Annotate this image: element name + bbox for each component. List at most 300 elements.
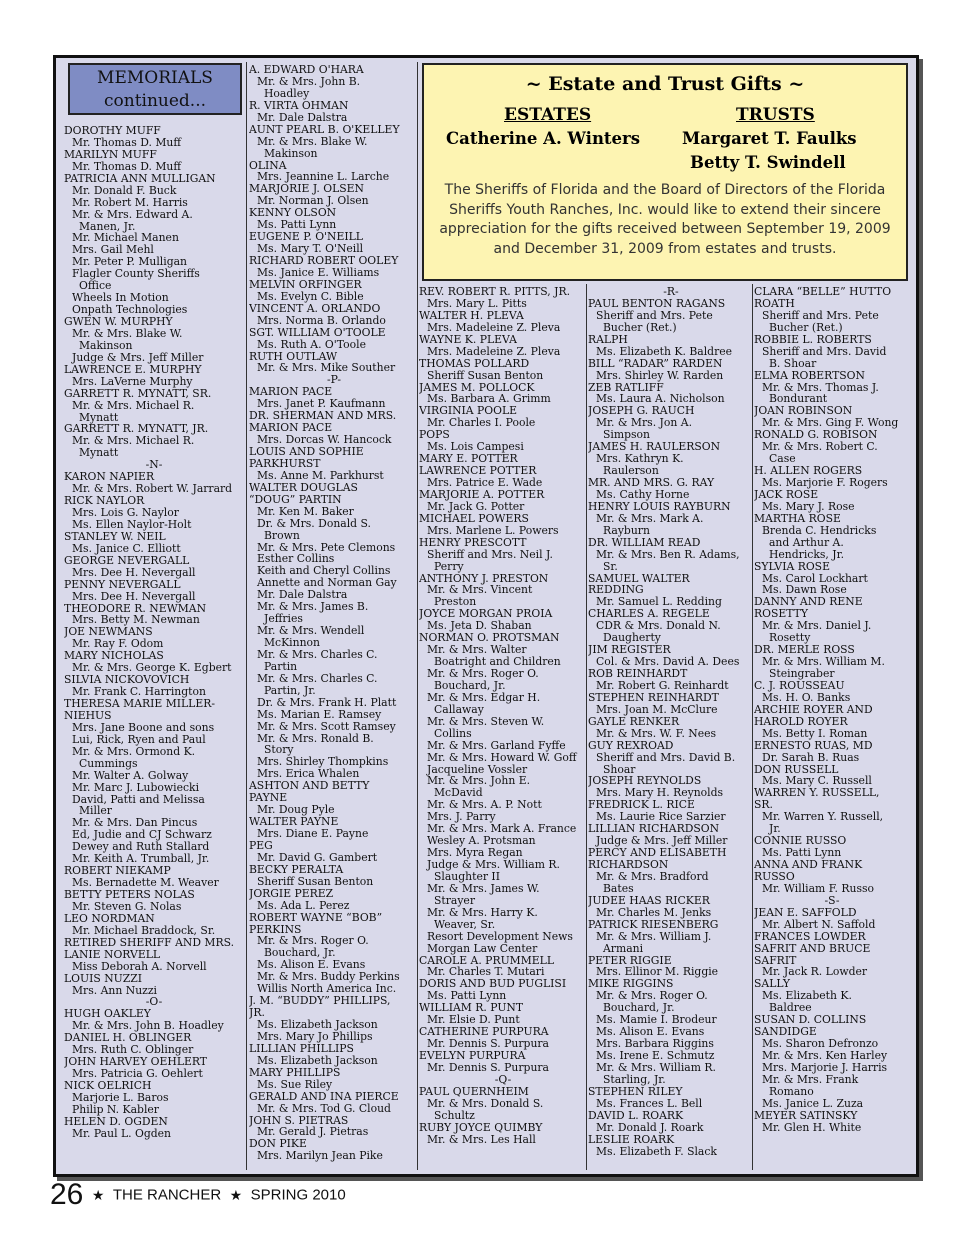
memorial-honoree: DAVID L. ROARK [588,1108,684,1122]
memorial-honoree: JOHN S. PIETRAS [249,1113,349,1127]
memorial-honoree: A. EDWARD O'HARA [249,64,364,76]
memorial-honoree: DR. WILLIAM READ [588,535,701,549]
memorial-honoree: BETTY PETERS NOLAS [64,888,195,901]
memorial-donor: Mr. Jack R. Lowder [762,965,868,979]
memorials-heading: MEMORIALS [97,68,213,88]
memorial-donor: Mr. & Mrs. Blake W. [257,134,368,148]
memorial-donor: Sr. [603,559,618,573]
memorial-donor: Sheriff and Mrs. Pete [762,308,879,322]
memorial-honoree: MARY PHILLIPS [249,1065,341,1079]
memorial-donor: Ms. Carol Lockhart [762,571,868,585]
memorial-donor: Ms. Elizabeth F. Slack [596,1144,717,1158]
memorial-donor: Mr. Elsie D. Punt [427,1013,520,1027]
memorial-donor: Dr. & Mrs. Frank H. Platt [257,695,397,709]
memorial-donor: Ms. Irene E. Schmutz [596,1049,715,1062]
memorial-donor: Ms. H. O. Banks [762,690,851,704]
memorial-donor: Ms. Janice L. Zuza [762,1096,864,1110]
memorial-honoree: RUSSO [754,869,795,883]
memorial-donor: Hendricks, Jr. [769,547,845,561]
memorial-donor: Mr. Dale Dalstra [257,588,348,602]
memorial-donor: Mr. & Mrs. Edward A. [72,207,193,221]
memorial-donor: Mr. & Mrs. Charles C. [257,647,378,661]
memorial-donor: Cummings [79,756,138,770]
memorial-honoree: VINCENT A. ORLANDO [249,301,381,315]
memorial-donor: Ms. Mary C. Russell [762,774,872,788]
column-divider [752,284,753,1170]
memorial-donor: Mr. Thomas D. Muff [72,159,182,173]
memorial-honoree: LOUIS NUZZI [64,971,143,985]
memorial-honoree: AUNT PEARL B. O'KELLEY [249,122,400,136]
memorial-donor: Mr. & Mrs. John B. [257,74,361,88]
memorial-donor: Bucher (Ret.) [603,320,677,334]
memorial-donor: Mr. & Mrs. Wendell [257,624,365,638]
memorial-honoree: SALLY [754,977,790,991]
memorial-honoree: JOSEPH REYNOLDS [588,774,702,788]
memorial-honoree: THEODORE R. NEWMAN [64,601,207,615]
memorial-honoree: MARJORIE A. POTTER [419,487,545,501]
memorial-donor: Miller [79,804,112,818]
memorial-donor: Jeffries [264,612,303,626]
memorial-donor: Mr. Charles M. Jenks [596,905,712,919]
memorial-donor: Mr. & Mrs. Blake W. [72,326,183,340]
memorial-donor: Mr. & Mrs. Robert W. Jarrard [72,482,233,496]
memorial-donor: Mrs. Barbara Riggins [596,1037,714,1051]
memorial-honoree: WALTER DOUGLAS [249,480,358,494]
gifts-title: ~ Estate and Trust Gifts ~ [525,73,805,95]
memorial-donor: Mr. Gerald J. Pietras [257,1125,369,1139]
memorial-donor: Ms. Alison E. Evans [596,1025,705,1039]
memorial-honoree: FREDRICK L. RICE [588,798,695,812]
memorial-honoree: BECKY PERALTA [249,862,344,876]
memorial-honoree: CHARLES A. REGELE [588,607,710,621]
memorial-donor: Brenda C. Hendricks [762,523,877,537]
memorial-honoree: FRANCES LOWDER [754,929,866,943]
star-icon: ★ [91,1186,105,1203]
memorial-donor: and Arthur A. [769,535,844,549]
memorial-honoree: RALPH [588,332,628,346]
memorial-donor: Sheriff and Mrs. Pete [596,308,713,322]
memorial-honoree: JOE NEWMANS [64,625,153,639]
memorial-honoree: LOUIS AND SOPHIE [249,445,364,458]
memorial-donor: Jacqueline Vossler [427,762,528,776]
memorial-honoree: RETIRED SHERIFF AND MRS. [64,935,235,949]
memorial-donor: Mr. & Mrs. Roger O. [427,667,539,680]
memorial-honoree: MIKE RIGGINS [588,977,674,991]
memorial-donor: Ms. Marian E. Ramsey [257,707,382,721]
memorial-honoree: ANNA AND FRANK [754,858,863,871]
trust-name: Margaret T. Faulks [682,129,857,148]
memorial-donor: Mr. Robert G. Reinhardt [596,678,729,692]
memorial-donor: Starling, Jr. [603,1072,666,1086]
memorial-honoree: MARION PACE [249,421,333,435]
memorial-donor: Mrs. Ruth C. Oblinger [72,1043,194,1057]
memorial-donor: Esther Collins [257,552,335,566]
memorial-honoree: MARJORIE J. OLSEN [249,182,364,196]
memorial-honoree: JOAN ROBINSON [754,404,853,418]
memorial-donor: Mr. & Mrs. Steven W. [427,714,545,728]
memorial-donor: Mr. & Mrs. John B. Hoadley [72,1019,224,1033]
memorial-donor: Mrs. Marjorie J. Harris [762,1060,888,1074]
memorial-donor: Mr. & Mrs. W. F. Nees [596,726,717,740]
memorial-donor: Perry [434,559,464,573]
memorial-donor: Mr. & Mrs. Frank [762,1072,859,1086]
memorial-donor: Ms. Marjorie F. Rogers [762,476,888,489]
memorial-honoree: CONNIE RUSSO [754,834,847,848]
memorial-honoree: LILLIAN PHILLIPS [249,1041,354,1055]
memorial-honoree: JR. [249,1006,265,1020]
memorial-donor: Ms. Frances L. Bell [596,1096,703,1110]
memorial-honoree: WALTER PAYNE [249,815,339,829]
memorial-donor: Mr. William F. Russo [762,881,875,895]
memorial-donor: Callaway [434,702,484,716]
memorial-donor: Schultz [434,1108,475,1122]
memorial-donor: McKinnon [264,636,320,649]
memorial-donor: Romano [769,1084,814,1098]
memorial-honoree: ROBERT WAYNE “BOB” [249,910,383,924]
memorial-donor: David, Patti and Melissa [72,792,205,806]
memorial-honoree: THERESA MARIE MILLER- [64,697,216,710]
memorial-donor: Mrs. Shirley W. Rarden [596,368,724,382]
memorial-honoree: EUGENE P. O'NEILL [249,230,363,244]
memorial-donor: Armani [603,941,644,955]
memorial-donor: Mr. & Mrs. William J. [596,929,712,943]
memorial-honoree: RICK NAYLOR [64,494,145,508]
memorial-donor: Mrs. Lois G. Naylor [72,506,179,519]
letter-section-marker: -P- [327,373,341,387]
memorial-donor: Col. & Mrs. David A. Dees [596,655,740,669]
memorial-honoree: SANDIDGE [754,1025,817,1039]
memorial-donor: Dr. & Mrs. Donald S. [257,516,371,530]
memorial-donor: Mrs. Shirley Thompkins [257,755,389,769]
memorial-honoree: DR. SHERMAN AND MRS. [249,409,397,423]
memorial-honoree: NORMAN O. PROTSMAN [419,631,560,645]
memorial-donor: Mr. & Mrs. Ben R. Adams, [596,547,740,561]
memorial-honoree: PETER RIGGIE [588,953,672,967]
memorial-donor: Mr. & Mrs. Charles C. [257,671,378,685]
memorial-donor: Mr. & Mrs. Mike Souther [257,361,396,375]
star-icon: ★ [229,1186,243,1203]
memorial-honoree: NIEHUS [64,708,112,722]
memorial-donor: Mrs. Madeleine Z. Pleva [427,320,561,334]
memorial-honoree: LESLIE ROARK [588,1132,675,1146]
memorial-honoree: GUY REXROAD [588,738,674,752]
memorial-donor: Daugherty [603,631,661,645]
memorial-donor: Mrs. Mary Jo Phillips [257,1029,373,1043]
memorial-honoree: MR. AND MRS. G. RAY [588,476,715,489]
memorial-donor: Mrs. Ellinor M. Riggie [596,965,719,979]
memorial-honoree: MELVIN ORFINGER [249,277,362,291]
memorial-donor: Mr. & Mrs. Thomas J. [762,380,879,394]
memorial-donor: Mr. & Mrs. William R. [596,1060,716,1074]
memorial-donor: Weaver, Sr. [434,917,496,931]
memorial-honoree: SAMUEL WALTER [588,571,690,585]
memorial-donor: Mr. & Mrs. Tod G. Cloud [257,1101,391,1115]
memorial-honoree: RUTH OUTLAW [249,349,338,363]
memorial-honoree: WALTER H. PLEVA [419,308,524,322]
memorial-honoree: J. M. “BUDDY” PHILLIPS, [249,994,391,1008]
memorial-donor: Ms. Mamie I. Brodeur [596,1013,717,1027]
issue-name: SPRING 2010 [250,1186,346,1204]
memorials-page-frame [53,55,919,1177]
memorial-honoree: JIM REGISTER [588,643,671,657]
memorial-donor: McDavid [434,786,483,800]
memorial-donor: Ms. Barbara A. Grimm [427,392,551,406]
memorial-honoree: PATRICK RIESENBERG [588,917,719,931]
memorial-honoree: JOSEPH G. RAUCH [588,404,695,418]
memorial-donor: Mrs. Gail Mehl [72,243,154,257]
memorial-donor: Makinson [264,146,318,160]
memorial-donor: Ms. Bernadette M. Weaver [72,876,219,890]
memorial-donor: Mr. Charles T. Mutari [427,965,545,979]
memorial-honoree: DORIS AND BUD PUGLISI [419,977,567,991]
column-divider [246,62,247,1170]
memorial-donor: Ms. Elizabeth Jackson [257,1018,378,1031]
memorial-donor: Ed, Judie and CJ Schwarz [72,828,212,842]
memorial-honoree: RUBY JOYCE QUIMBY [419,1120,543,1134]
memorial-donor: Dr. Sarah B. Ruas [762,750,860,764]
memorial-donor: Ms. Laurie Rice Sarzier [596,810,726,824]
memorial-honoree: MARTHA ROSE [754,511,841,525]
memorial-donor: Mrs. Jeannine L. Larche [257,170,390,184]
memorial-donor: Ms. Ellen Naylor-Holt [72,517,192,531]
memorial-honoree: MARY E. POTTER [419,452,518,466]
memorial-donor: Ms. Betty I. Roman [762,726,868,740]
memorial-donor: Mr. Marc J. Lubowiecki [72,780,200,794]
memorial-honoree: HAROLD ROYER [754,714,848,728]
memorial-donor: Mr. Dennis S. Purpura [427,1060,549,1074]
memorial-donor: Mr. Samuel L. Redding [596,595,722,609]
memorial-honoree: PAYNE [249,791,288,805]
memorial-donor: Story [264,743,294,757]
memorial-donor: Mr. & Mrs. Robert C. [762,440,878,454]
memorial-donor: Mr. Warren Y. Russell, [762,810,884,824]
memorial-donor: Bouchard, Jr. [603,1001,675,1015]
memorial-honoree: PAUL QUERNHEIM [419,1084,529,1098]
memorial-donor: Mr. Walter A. Golway [72,768,189,782]
memorial-honoree: VIRGINIA POOLE [419,404,518,418]
page-footer [50,1178,346,1212]
memorial-donor: B. Shoar [769,356,817,370]
memorial-honoree: PAUL BENTON RAGANS [588,296,726,310]
letter-section-marker: -S- [824,893,840,907]
memorial-donor: Mrs. Diane E. Payne [257,827,369,840]
gifts-description: The Sheriffs of Florida and the Board of Directors of the Florida Sheriffs Youth Ranches, Inc. would like to extend their sincere appreciation for the gifts received between September 19, 2009 and December 31, 2009 from estates and trusts. [439,182,891,257]
memorial-donor: Mr. & Mrs. Ging F. Wong [762,416,899,430]
memorial-donor: Ms. Elizabeth Jackson [257,1053,378,1067]
memorial-honoree: KENNY OLSON [249,206,337,220]
trusts-heading: TRUSTS [736,105,815,125]
estates-heading: ESTATES [504,105,592,125]
memorial-honoree: HELEN D. OGDEN [64,1114,168,1128]
memorials-heading-box [68,63,242,115]
memorial-donor: Mynatt [79,446,119,460]
memorial-donor: Bucher (Ret.) [769,320,843,334]
memorial-honoree: HUGH OAKLEY [64,1007,151,1021]
memorial-honoree: ERNESTO RUAS, MD [754,738,873,752]
memorial-donor: Mr. & Mrs. Les Hall [427,1132,536,1146]
memorial-donor: Ms. Cathy Horne [596,487,690,501]
memorial-honoree: C. J. ROUSSEAU [754,678,845,692]
memorial-donor: Mr. & Mrs. Bradford [596,869,709,883]
memorial-honoree: GARRETT R. MYNATT, SR. [64,386,212,400]
memorial-donor: Mrs. Marlene L. Powers [427,523,559,537]
memorial-donor: Mr. Keith A. Trumball, Jr. [72,852,210,866]
memorial-donor: Ms. Anne M. Parkhurst [257,468,384,482]
memorial-honoree: GEORGE NEVERGALL [64,553,190,567]
memorial-donor: Marjorie L. Baros [72,1090,169,1104]
memorial-donor: Mrs. Mary H. Reynolds [596,786,724,800]
memorial-donor: Mr. & Mrs. Daniel J. [762,619,872,633]
memorial-donor: Mrs. Erica Whalen [257,767,360,781]
memorial-honoree: OLINA [249,158,287,172]
memorial-donor: Mr. Paul L. Ogden [72,1126,172,1140]
memorial-donor: Mrs. Norma B. Orlando [257,313,386,327]
memorial-donor: Mr. & Mrs. James B. [257,600,369,614]
memorial-donor: Raulerson [603,464,659,478]
memorial-honoree: ZEB RATLIFF [588,380,664,394]
memorial-donor: Ms. Alison E. Evans [257,958,366,972]
memorial-honoree: CATHERINE PURPURA [419,1025,549,1039]
memorial-donor: Mr. & Mrs. Scott Ramsey [257,719,396,733]
memorial-donor: Mr. & Mrs. Ronald B. [257,731,374,745]
memorial-donor: Mr. & Mrs. Garland Fyffe [427,738,566,752]
memorials-column-4 [588,286,754,1157]
memorial-honoree: PARKHURST [249,456,321,470]
memorial-donor: Rayburn [603,523,650,537]
memorial-donor: Mr. Norman J. Olsen [257,194,369,208]
memorial-donor: Mr. Ken M. Baker [257,504,354,518]
memorial-honoree: THOMAS POLLARD [419,356,530,370]
memorial-donor: Partin [264,659,298,673]
memorial-donor: Ms. Patti Lynn [257,218,337,232]
memorial-donor: Mr. & Mrs. Mark A. [596,511,704,525]
memorial-honoree: MARION PACE [249,385,333,399]
memorial-donor: Simpson [603,428,650,442]
memorials-column-1 [64,125,244,1140]
memorial-donor: Judge & Mrs. William R. [427,858,560,871]
memorial-donor: Mr. Donald J. Roark [596,1120,704,1134]
memorial-donor: Mrs. J. Parry [427,810,496,824]
memorial-honoree: WAYNE K. PLEVA [419,332,517,346]
memorial-honoree: PEG [249,838,273,852]
memorial-donor: Mr. David G. Gambert [257,850,378,864]
memorial-donor: Ms. Patti Lynn [427,989,507,1003]
memorial-donor: Mr. Michael Manen [72,231,179,245]
memorial-donor: Mr. & Mrs. Edgar H. [427,690,541,704]
memorial-honoree: ROB REINHARDT [588,667,688,680]
memorial-honoree: RONALD G. ROBISON [754,428,878,442]
memorial-honoree: DANIEL H. OBLINGER [64,1031,192,1045]
memorial-donor: Miss Deborah A. Norvell [72,959,207,973]
memorial-donor: Ms. Sue Riley [257,1077,333,1091]
memorial-donor: Mr. & Mrs. Roger O. [257,934,369,948]
memorial-donor: Mrs. Patricia G. Oehlert [72,1067,203,1081]
memorial-donor: Wesley A. Protsman [427,834,536,848]
memorial-donor: Mr. & Mrs. Buddy Perkins [257,970,400,984]
memorial-donor: Sheriff and Mrs. David [762,344,887,358]
memorial-donor: Ms. Laura A. Nicholson [596,392,725,406]
memorial-honoree: DANNY AND RENE [754,595,863,609]
memorial-honoree: PERCY AND ELISABETH [588,846,727,860]
memorial-donor: Mrs. Marilyn Jean Pike [257,1149,383,1163]
memorial-honoree: DON PIKE [249,1137,307,1151]
memorial-honoree: JOHN HARVEY OEHLERT [64,1055,208,1069]
memorial-donor: Hoadley [264,86,310,100]
memorial-donor: Mr. Peter P. Mulligan [72,255,187,269]
memorial-honoree: WARREN Y. RUSSELL, [754,786,880,800]
memorial-donor: Annette and Norman Gay [257,576,397,590]
memorial-donor: Ms. Mary J. Rose [762,499,855,513]
memorial-donor: Mr. & Mrs. Roger O. [596,989,708,1003]
memorial-donor: Mr. & Mrs. Pete Clemons [257,540,396,554]
memorials-column-2 [249,64,419,1162]
memorial-donor: Mr. & Mrs. Ormond K. [72,744,196,758]
memorial-donor: Baldree [769,1001,812,1015]
memorial-donor: Ms. Janice C. Elliott [72,541,181,555]
memorial-honoree: LEO NORDMAN [64,911,155,925]
memorial-honoree: LAWRENCE POTTER [419,464,537,478]
memorial-honoree: PATRICIA ANN MULLIGAN [64,171,216,185]
memorial-donor: Flagler County Sheriffs [72,267,200,281]
memorial-honoree: CAROLE A. PRUMMELL [419,953,555,967]
memorial-donor: Mr. & Mrs. A. P. Nott [427,798,542,812]
memorial-honoree: BILL “RADAR” RARDEN [588,356,723,370]
memorial-donor: Judge & Mrs. Jeff Miller [596,834,728,848]
memorial-honoree: MARY NICHOLAS [64,649,164,663]
memorial-donor: Shoar [603,762,636,776]
memorial-donor: Sheriff Susan Benton [257,874,374,888]
memorial-donor: Mrs. Dee H. Nevergall [72,589,196,603]
memorial-honoree: GARRETT R. MYNATT, JR. [64,422,209,436]
memorial-donor: Philip N. Kabler [72,1102,159,1116]
memorial-donor: Mrs. Dorcas W. Hancock [257,433,392,447]
memorial-donor: Mr. & Mrs. Jon A. [596,416,693,430]
memorial-donor: Sheriff Susan Benton [427,368,544,382]
memorial-honoree: ARCHIE ROYER AND [754,702,873,716]
memorial-honoree: PENNY NEVERGALL [64,577,181,591]
memorial-donor: Rosetty [769,631,811,645]
memorial-donor: Manen, Jr. [79,219,136,233]
memorial-honoree: JEAN E. SAFFOLD [754,905,857,919]
memorial-honoree: LANIE NORVELL [64,947,161,961]
letter-section-marker: -O- [145,995,163,1009]
memorial-honoree: GWEN W. MURPHY [64,315,173,328]
memorial-donor: Collins [434,726,472,740]
memorial-donor: Mrs. Patrice E. Wade [427,476,543,489]
memorial-honoree: MEYER SATINSKY [754,1108,858,1122]
memorial-donor: Mrs. LaVerne Murphy [72,374,193,388]
trust-name: Betty T. Swindell [690,153,846,172]
memorial-honoree: STEPHEN REINHARDT [588,690,719,704]
memorials-heading-continued: continued... [103,91,207,111]
memorial-honoree: REDDING [588,583,644,597]
memorial-honoree: ROBERT NIEKAMP [64,864,171,878]
memorial-honoree: HENRY LOUIS RAYBURN [588,499,731,513]
memorial-donor: Mr. Glen H. White [762,1120,862,1134]
memorial-donor: Mrs. Janet P. Kaufmann [257,397,386,411]
memorial-honoree: SAFRIT AND BRUCE [754,941,871,955]
memorial-donor: Makinson [79,338,133,352]
memorial-donor: Ms. Lois Campesi [427,440,524,454]
memorial-honoree: ASHTON AND BETTY [249,779,370,793]
memorial-donor: Mr. Frank C. Harrington [72,685,206,699]
memorial-donor: Mr. & Mrs. Harry K. [427,905,538,919]
memorial-donor: Mr. Dale Dalstra [257,110,348,124]
memorial-donor: Mr. & Mrs. Michael R. [72,434,195,448]
memorial-donor: Ms. Ada L. Perez [257,898,350,912]
memorial-donor: Mr. Steven G. Nolas [72,899,182,913]
memorial-donor: Mrs. Mary L. Pitts [427,296,527,310]
